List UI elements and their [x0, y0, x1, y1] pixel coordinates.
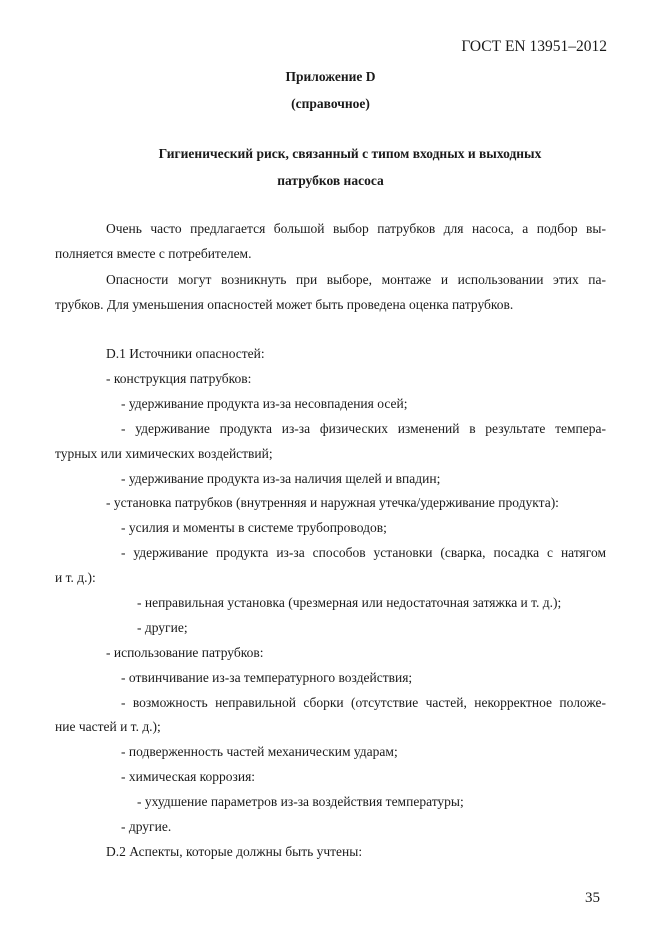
list-item: - удерживание продукта из-за несовпадения осей; — [121, 396, 408, 411]
section-heading-line-2: патрубков насоса — [277, 173, 384, 188]
list-item: - удерживание продукта из-за способов установки (сварка, посадка с натягом — [121, 545, 606, 560]
list-item: - использование патрубков: — [106, 645, 264, 660]
annex-title: Приложение D — [285, 69, 376, 84]
paragraph-1-line-1: Очень часто предлагается большой выбор патрубков для насоса, а подбор вы- — [106, 221, 606, 236]
paragraph-2-line-1: Опасности могут возникнуть при выборе, монтаже и использовании этих па- — [106, 272, 606, 287]
list-item-continuation: турных или химических воздействий; — [55, 446, 273, 461]
list-item: - конструкция патрубков: — [106, 371, 252, 386]
list-item: - другие. — [121, 819, 172, 834]
paragraph-2-line-2: трубков. Для уменьшения опасностей может быть проведена оценка патрубков. — [55, 297, 514, 312]
list-item: - удерживание продукта из-за наличия щелей и впадин; — [121, 471, 441, 486]
page-number: 35 — [585, 890, 600, 906]
list-item: - установка патрубков (внутренняя и наружная утечка/удерживание продукта): — [106, 495, 559, 510]
paragraph-1-line-2: полняется вместе с потребителем. — [55, 246, 252, 261]
list-item: - удерживание продукта из-за физических изменений в результате темпера- — [121, 421, 606, 436]
list-item-continuation: ние частей и т. д.); — [55, 719, 161, 734]
list-item: - неправильная установка (чрезмерная или недостаточная затяжка и т. д.); — [137, 595, 562, 610]
document-code: ГОСТ EN 13951–2012 — [461, 38, 607, 55]
list-item: - отвинчивание из-за температурного воздействия; — [121, 670, 413, 685]
list-item: - усилия и моменты в системе трубопроводов; — [121, 520, 387, 535]
list-item: - подверженность частей механическим ударам; — [121, 744, 398, 759]
section-d2-title: D.2 Аспекты, которые должны быть учтены: — [106, 844, 363, 859]
list-item: - возможность неправильной сборки (отсутствие частей, некорректное положе- — [121, 695, 606, 710]
annex-note: (справочное) — [291, 96, 370, 111]
section-heading-line-1: Гигиенический риск, связанный с типом входных и выходных — [158, 146, 542, 161]
list-item: - ухудшение параметров из-за воздействия температуры; — [137, 794, 464, 809]
list-item: - другие; — [137, 620, 188, 635]
list-item: - химическая коррозия: — [121, 769, 256, 784]
section-d1-title: D.1 Источники опасностей: — [106, 346, 265, 361]
list-item-continuation: и т. д.): — [55, 570, 96, 585]
